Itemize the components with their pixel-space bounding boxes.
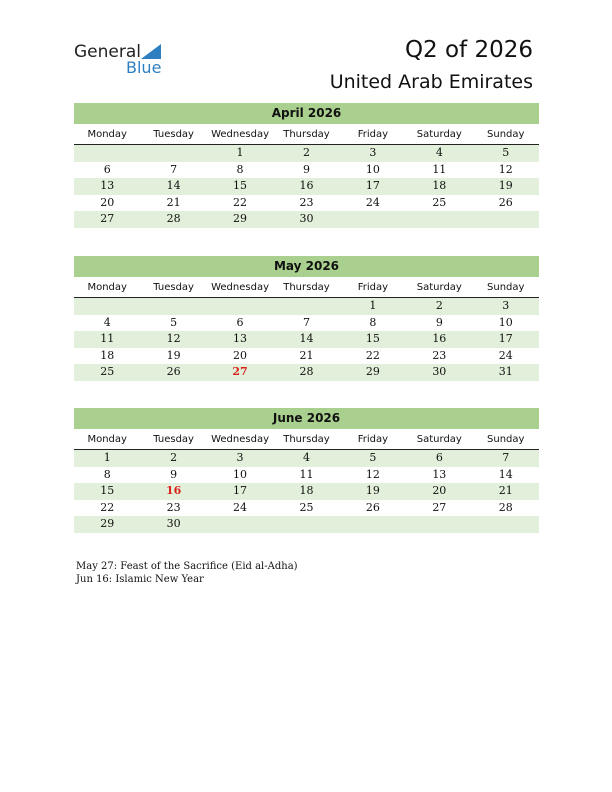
day-cell: 3 (502, 299, 510, 312)
day-cell: 22 (365, 348, 380, 362)
day-cell: 23 (166, 500, 181, 514)
week-row (74, 364, 539, 381)
day-cell: 20 (233, 348, 248, 362)
day-cell (473, 516, 539, 533)
day-cell: 25 (100, 365, 115, 378)
day-cell: 12 (498, 162, 513, 176)
weekday-label: Thursday (283, 434, 330, 445)
day-cell: 6 (236, 315, 244, 329)
day-cell: 24 (365, 195, 380, 209)
day-cell: 25 (299, 500, 314, 514)
day-cell: 17 (498, 332, 513, 345)
week-row (74, 483, 539, 500)
week-row (74, 211, 539, 228)
weekday-label: Saturday (416, 434, 462, 445)
day-cell: 14 (166, 179, 181, 192)
weekday-label: Wednesday (211, 129, 269, 140)
week-row (74, 315, 539, 332)
month-calendar (74, 103, 539, 228)
day-cell: 10 (233, 467, 248, 481)
day-cell: 20 (100, 195, 115, 209)
day-cell: 27 (432, 500, 447, 514)
weekday-header-row (74, 280, 539, 298)
day-cell: 7 (502, 451, 510, 464)
day-cell: 3 (236, 451, 244, 464)
week-row (74, 145, 539, 162)
day-cell: 7 (170, 162, 178, 176)
weekday-label: Friday (357, 129, 389, 140)
logo-text-general: General (74, 42, 141, 62)
day-cell (406, 211, 472, 228)
day-cell: 15 (233, 179, 248, 192)
day-cell: 16 (432, 332, 447, 345)
day-cell: 2 (302, 146, 310, 159)
weekday-label: Wednesday (211, 434, 269, 445)
day-cell: 30 (432, 365, 447, 378)
holiday-note: Jun 16: Islamic New Year (76, 574, 204, 585)
weekday-label: Thursday (283, 129, 330, 140)
weekday-label: Friday (357, 434, 389, 445)
day-cell: 26 (498, 195, 513, 209)
day-cell: 4 (302, 451, 310, 464)
day-cell: 19 (498, 179, 513, 192)
day-cell: 13 (233, 332, 248, 345)
week-row (74, 195, 539, 212)
month-title: May 2026 (74, 256, 539, 277)
holiday-day-cell: 27 (232, 365, 248, 378)
day-cell: 23 (299, 195, 314, 209)
day-cell: 28 (498, 500, 513, 514)
day-cell: 8 (236, 162, 244, 176)
day-cell: 29 (100, 517, 115, 530)
day-cell: 21 (166, 195, 181, 209)
generalblue-logo (74, 42, 174, 78)
weekday-label: Saturday (416, 282, 462, 293)
day-cell: 21 (299, 348, 314, 362)
day-cell: 29 (365, 365, 380, 378)
day-cell: 9 (435, 315, 443, 329)
day-cell: 30 (166, 517, 181, 530)
weekday-label: Tuesday (153, 434, 194, 445)
day-cell: 23 (432, 348, 447, 362)
day-cell (406, 516, 472, 533)
day-cell: 25 (432, 195, 447, 209)
day-cell: 7 (302, 315, 310, 329)
day-cell (140, 298, 206, 315)
day-cell: 31 (498, 365, 513, 378)
weekday-label: Sunday (487, 129, 525, 140)
day-cell: 30 (299, 212, 314, 225)
day-cell: 22 (233, 195, 248, 209)
day-cell: 6 (435, 451, 443, 464)
day-cell: 21 (498, 484, 513, 497)
day-cell: 11 (299, 467, 314, 481)
day-cell: 5 (369, 451, 377, 464)
day-cell (207, 298, 273, 315)
day-cell: 20 (432, 484, 447, 497)
day-cell (74, 145, 140, 162)
day-cell: 11 (432, 162, 447, 176)
weekday-label: Monday (87, 434, 127, 445)
day-cell: 14 (299, 332, 314, 345)
day-cell: 11 (100, 332, 115, 345)
day-cell: 13 (100, 179, 115, 192)
day-cell: 28 (299, 365, 314, 378)
day-cell: 5 (170, 315, 178, 329)
day-cell: 15 (365, 332, 380, 345)
page-title: Q2 of 2026 (404, 37, 533, 63)
week-row (74, 348, 539, 365)
country-name: United Arab Emirates (329, 71, 533, 93)
day-cell: 1 (103, 451, 111, 464)
day-cell: 18 (432, 179, 447, 192)
day-cell: 4 (435, 146, 443, 159)
day-cell: 2 (435, 299, 443, 312)
day-cell: 13 (432, 467, 447, 481)
day-cell: 3 (369, 146, 377, 159)
weekday-label: Sunday (487, 434, 525, 445)
day-cell (140, 145, 206, 162)
month-calendar (74, 408, 539, 533)
day-cell: 29 (233, 212, 248, 225)
day-cell: 24 (498, 348, 513, 362)
day-cell: 2 (170, 451, 178, 464)
day-cell (74, 298, 140, 315)
day-cell: 1 (236, 146, 244, 159)
day-cell (473, 211, 539, 228)
day-cell: 10 (365, 162, 380, 176)
day-cell: 22 (100, 500, 115, 514)
day-cell: 8 (369, 315, 377, 329)
day-cell: 12 (365, 467, 380, 481)
month-title: April 2026 (74, 103, 539, 124)
day-cell: 5 (502, 146, 510, 159)
weekday-label: Wednesday (211, 282, 269, 293)
weekday-header-row (74, 432, 539, 450)
day-cell: 8 (103, 467, 111, 481)
weekday-label: Tuesday (153, 282, 194, 293)
week-row (74, 178, 539, 195)
day-cell: 27 (100, 212, 115, 225)
holiday-day-cell: 16 (165, 484, 182, 497)
logo-triangle-icon (141, 44, 161, 59)
week-row (74, 331, 539, 348)
weekday-label: Sunday (487, 282, 525, 293)
week-row (74, 298, 539, 315)
day-cell: 9 (170, 467, 178, 481)
holiday-note: May 27: Feast of the Sacrifice (Eid al-Adha) (76, 561, 298, 572)
day-cell (340, 211, 406, 228)
weekday-label: Saturday (416, 129, 462, 140)
weekday-header-row (74, 127, 539, 145)
day-cell: 17 (365, 179, 380, 192)
day-cell (273, 298, 339, 315)
day-cell: 18 (100, 348, 115, 362)
month-title: June 2026 (74, 408, 539, 429)
day-cell: 14 (498, 467, 513, 481)
day-cell: 17 (233, 484, 248, 497)
day-cell: 18 (299, 484, 314, 497)
day-cell: 19 (365, 484, 380, 497)
day-cell: 9 (302, 162, 310, 176)
weekday-label: Friday (357, 282, 389, 293)
day-cell: 19 (166, 348, 181, 362)
month-calendar (74, 256, 539, 381)
weekday-label: Tuesday (153, 129, 194, 140)
day-cell: 6 (103, 162, 111, 176)
day-cell: 15 (100, 484, 115, 497)
week-row (74, 500, 539, 517)
day-cell: 28 (166, 212, 181, 225)
day-cell (207, 516, 273, 533)
day-cell: 10 (498, 315, 513, 329)
day-cell: 26 (365, 500, 380, 514)
day-cell: 26 (166, 365, 181, 378)
weekday-label: Thursday (283, 282, 330, 293)
day-cell: 4 (103, 315, 111, 329)
week-row (74, 450, 539, 467)
week-row (74, 467, 539, 484)
day-cell: 24 (233, 500, 248, 514)
week-row (74, 516, 539, 533)
weekday-label: Monday (87, 282, 127, 293)
weekday-label: Monday (87, 129, 127, 140)
holiday-notes (76, 560, 298, 586)
day-cell (340, 516, 406, 533)
day-cell: 16 (299, 179, 314, 192)
day-cell (273, 516, 339, 533)
day-cell: 1 (369, 299, 377, 312)
day-cell: 12 (166, 332, 181, 345)
logo-text-blue: Blue (126, 58, 162, 77)
week-row (74, 162, 539, 179)
